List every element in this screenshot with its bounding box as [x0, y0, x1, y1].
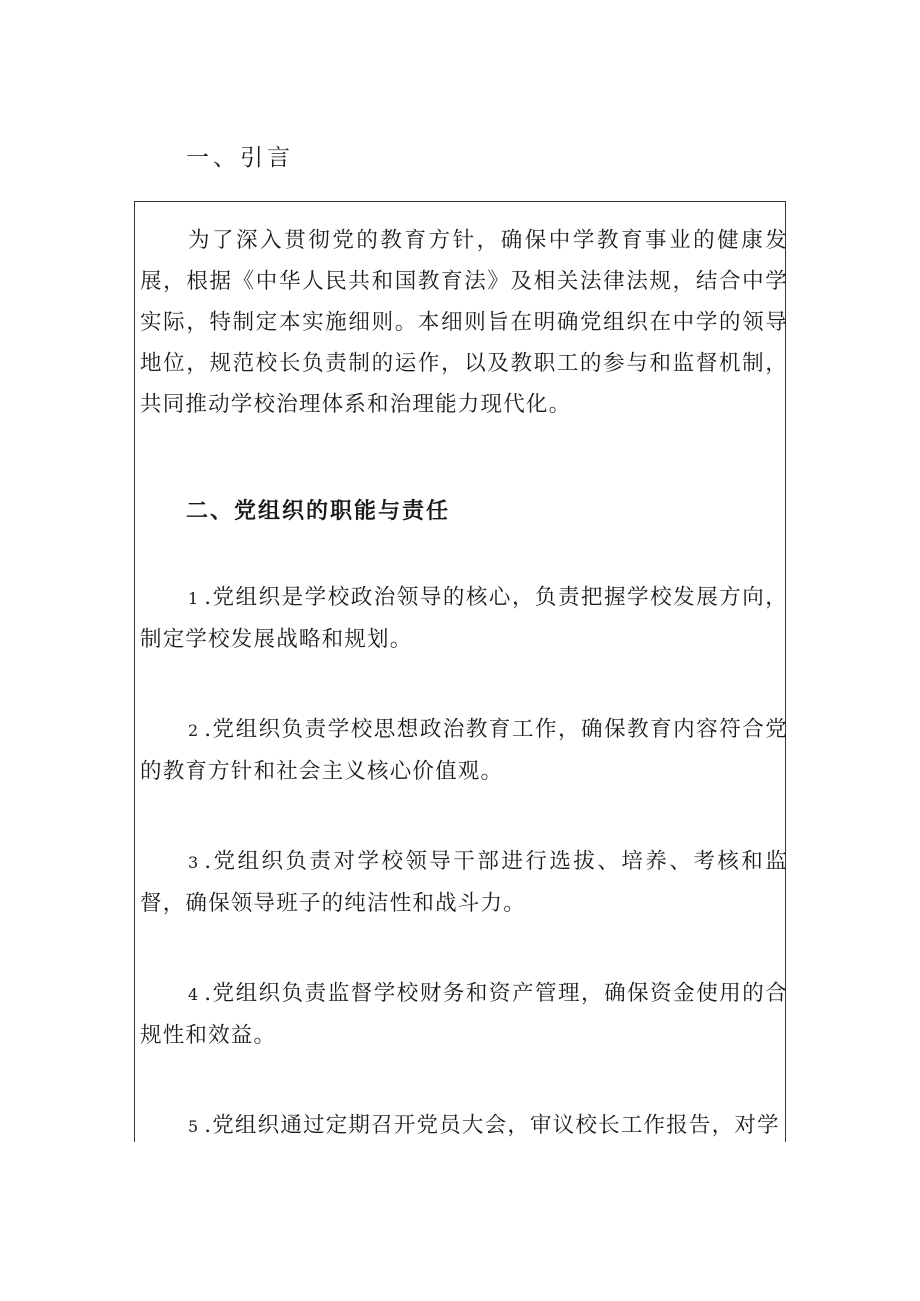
item-number: 4	[188, 985, 199, 1004]
item-text: .党组织负责对学校领导干部进行选拔、培养、考核和监督，确保领导班子的纯洁性和战斗力。	[140, 849, 788, 916]
item-text: .党组织负责学校思想政治教育工作，确保教育内容符合党的教育方针和社会主义核心价值观。	[140, 717, 788, 784]
list-item	[140, 973, 788, 1056]
item-number: 2	[188, 721, 199, 740]
item-text: .党组织是学校政治领导的核心，负责把握学校发展方向，制定学校发展战略和规划。	[140, 585, 788, 652]
intro-heading: 一、引言	[186, 145, 294, 171]
list-item	[140, 709, 788, 792]
item-number: 3	[188, 853, 199, 872]
list-item	[140, 1105, 788, 1147]
item-text: .党组织通过定期召开党员大会，审议校长工作报告，对学	[204, 1113, 780, 1138]
item-number: 5	[188, 1117, 199, 1136]
item-text: .党组织负责监督学校财务和资产管理，确保资金使用的合规性和效益。	[140, 981, 788, 1048]
section-two-heading: 二、党组织的职能与责任	[186, 499, 451, 524]
list-item	[140, 841, 788, 924]
item-number: 1	[188, 589, 199, 608]
intro-paragraph: 为了深入贯彻党的教育方针，确保中学教育事业的健康发展，根据《中华人民共和国教育法》及相关法律法规，结合中学实际，特制定本实施细则。本细则旨在明确党组织在中学的领导地位，规范校长负责制的运作，以及教职工的参与和监督机制，共同推动学校治理体系和治理能力现代化。	[140, 228, 788, 417]
list-item	[140, 577, 788, 660]
